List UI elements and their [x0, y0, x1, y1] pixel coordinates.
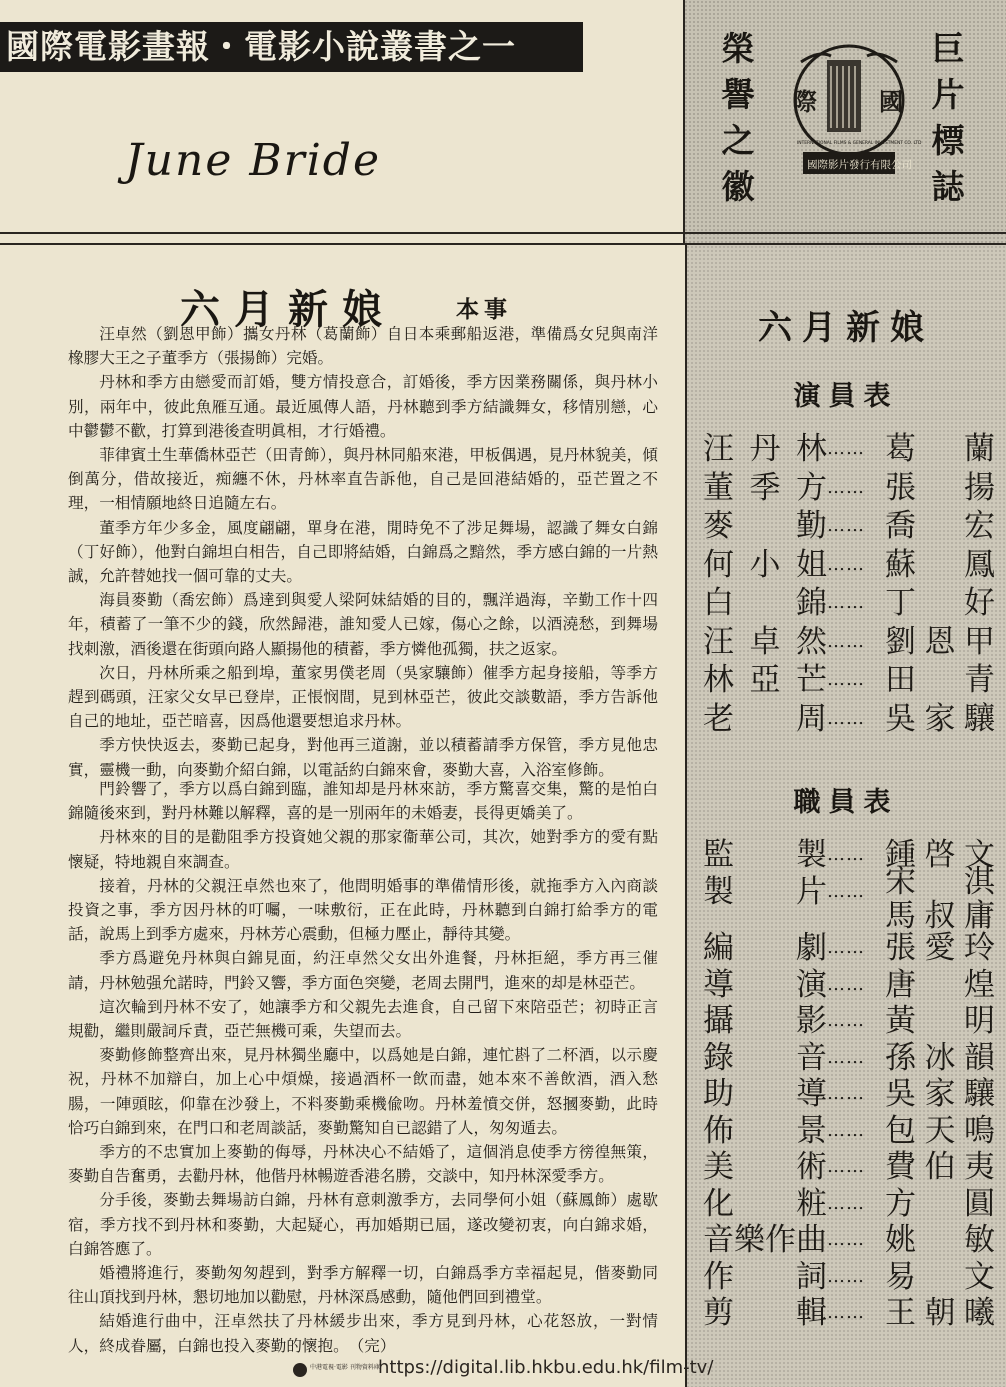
crew-name: 方圓 — [885, 1185, 995, 1222]
cast-row — [703, 507, 993, 545]
crew-role: 監製 — [703, 837, 827, 873]
crew-role: 錄音 — [703, 1039, 827, 1076]
synopsis-paragraph: 菲律賓土生華僑林亞芒（田青飾），與丹林同船來港，甲板偶遇，見丹林貌美，傾倒萬分，借故接近，痴纏不休，丹林率直告訴他，自己是回港結婚的，亞芒置之不理，一相情願地終日追隨左右。 — [68, 446, 658, 513]
crew-role: 音樂作曲 — [703, 1222, 827, 1258]
crew-role: 作詞 — [703, 1258, 827, 1295]
crew-name: 唐煌 — [885, 966, 995, 1003]
cast-role: 老周 — [703, 700, 827, 737]
crew-role: 化粧 — [703, 1185, 827, 1222]
leader-dots: …… — [827, 630, 865, 652]
crew-row — [703, 1075, 993, 1113]
leader-dots: …… — [827, 1156, 865, 1177]
cast-role: 汪丹林 — [703, 431, 827, 467]
cast-role: 何小姐 — [703, 546, 827, 583]
leader-dots: …… — [827, 880, 865, 902]
cast-row — [703, 700, 993, 738]
leader-dots: …… — [827, 438, 865, 459]
divider — [0, 232, 1006, 234]
cast-row — [703, 469, 993, 507]
cast-row — [703, 430, 993, 468]
leader-dots: …… — [827, 1010, 865, 1031]
synopsis-paragraph: 海員麥勤（喬宏飾）爲達到與愛人梁阿妹結婚的目的，飄洋過海，辛勤工作十四年，積蓄了一筆不少的錢，欣然歸港，誰知愛人已嫁，傷心之餘，以酒澆愁，到舞場找刺激，酒後還在街頭向路人顯揚他的積蓄，季方憐他孤獨，扶之返家。 — [68, 591, 658, 658]
crew-row — [703, 1112, 993, 1150]
crew-row — [703, 1294, 993, 1332]
leader-dots: …… — [827, 1046, 865, 1068]
synopsis-paragraph: 這次輪到丹林不安了，她讓季方和父親先去進食，自己留下來陪亞芒；初時正言規勸，繼則嚴詞斥責，亞芒無機可乘，失望而去。 — [68, 997, 658, 1041]
leader-dots: …… — [827, 1229, 865, 1250]
crew-role: 導演 — [703, 966, 827, 1003]
synopsis-part-1 — [68, 322, 658, 782]
crew-name: 吳家驤 — [885, 1076, 995, 1112]
cast-name: 葛蘭 — [885, 431, 995, 467]
leader-dots: …… — [827, 515, 865, 536]
leader-dots: …… — [827, 1119, 865, 1141]
cast-name: 蘇鳳 — [885, 546, 995, 583]
crew-name: 易文 — [885, 1258, 995, 1295]
crew-name: 孫冰韻 — [885, 1039, 995, 1076]
crew-row — [703, 863, 995, 934]
cast-row — [703, 623, 993, 661]
svg-text:中港電視‧電影 刊物資料庫: 中港電視‧電影 刊物資料庫 — [310, 1364, 380, 1371]
synopsis-paragraph: 丹林和季方由戀愛而訂婚，雙方情投意合，訂婚後，季方因業務關係，與丹林小別，兩年中，彼此魚雁互通。最近風傳人語，丹林聽到季方結識舞女，移情別戀，心中鬱鬱不歡，打算到港後查明眞相，才行婚禮。 — [68, 373, 658, 440]
crew-role: 佈景 — [703, 1112, 827, 1149]
synopsis-paragraph: 汪卓然（劉恩甲飾）攜女丹林（葛蘭飾）自日本乘郵船返港，準備爲女兒與南洋橡膠大王之子董季方（張揚飾）完婚。 — [68, 325, 658, 368]
synopsis-part-2 — [68, 777, 658, 1358]
synopsis-paragraph: 季方爲避免丹林與白錦見面，約汪卓然父女出外進餐，丹林拒絕，季方再三催請，丹林勉强允諾時，門鈴又響，季方面色突變，老周去開門，進來的却是林亞芒。 — [68, 949, 658, 992]
leader-dots: …… — [827, 1192, 865, 1214]
cast-role: 董季方 — [703, 469, 827, 506]
cast-name: 喬宏 — [885, 508, 995, 544]
source-url: https://digital.lib.hkbu.edu.hk/film-tv/ — [378, 1357, 714, 1378]
series-banner: 國際電影畫報・電影小說叢書之一 — [0, 22, 583, 72]
crew-row — [703, 929, 993, 967]
crew-role: 剪輯 — [703, 1295, 827, 1331]
synopsis-paragraph: 門鈴響了，季方以爲白錦到臨，誰知却是丹林來訪，季方驚喜交集，驚的是怕白錦隨後來到，對丹林難以解釋，喜的是一別兩年的未婚妻，長得更嬌美了。 — [68, 780, 658, 823]
leader-dots: …… — [827, 1302, 865, 1323]
cast-row — [703, 584, 993, 622]
crew-name: 鍾啓文 — [885, 837, 995, 873]
crew-role: 編劇 — [703, 930, 827, 966]
crew-name: 姚敏 — [885, 1222, 995, 1258]
synopsis-paragraph: 季方快快返去，麥勤已起身，對他再三道謝，並以積蓄請季方保管，季方見他忠實，靈機一動，向麥勤介紹白錦，以電話約白錦來會，麥勤大喜，入浴室修飾。 — [68, 736, 658, 779]
cast-heading: 演員表 — [793, 381, 899, 412]
studio-logo-icon — [787, 40, 922, 190]
leader-dots: …… — [827, 937, 865, 958]
english-title: June Bride — [125, 135, 381, 186]
cast-name: 田青 — [885, 662, 995, 698]
crew-name: 馬叔庸 — [885, 897, 995, 934]
crew-row — [703, 1258, 993, 1296]
crew-row — [703, 966, 993, 1004]
crew-name: 宋淇 — [885, 863, 995, 900]
cast-role: 林亞芒 — [703, 662, 827, 698]
crew-row — [703, 1002, 993, 1040]
crew-role: 助導 — [703, 1076, 827, 1112]
leader-dots: …… — [827, 553, 865, 575]
story-title: 六月新娘 — [180, 287, 396, 333]
cast-name: 丁好 — [885, 585, 995, 621]
crew-name: 張愛玲 — [885, 930, 995, 966]
crew-row — [703, 1221, 993, 1259]
synopsis-paragraph: 接着，丹林的父親汪卓然也來了，他問明婚事的準備情形後，就拖季方入內商談投資之事，季方因丹林的叮囑，一味敷衍，正在此時，丹林聽到白錦打給季方的電話，說馬上到季方處來，丹林芳心震動，但極力壓止，靜待其變。 — [68, 876, 658, 944]
leader-dots: …… — [827, 476, 865, 498]
synopsis-paragraph: 婚禮將進行，麥勤匆匆趕到，對季方解釋一切，白錦爲季方幸福起見，偕麥勤同往山頂找到丹林，懇切地加以勸慰，丹林深爲感動，隨他們回到禮堂。 — [68, 1264, 658, 1307]
logo-caption-cn: 國際影片發行有限公司 — [807, 159, 912, 171]
crew-name: 包天鳴 — [885, 1112, 995, 1149]
leader-dots: …… — [827, 973, 865, 995]
crew-name: 黃明 — [885, 1003, 995, 1039]
synopsis-paragraph: 季方的不忠實加上麥勤的侮辱，丹林决心不結婚了，這個消息使季方徬徨無策，麥勤自告奮勇，去勸丹林，他偕丹林暢遊香港名勝，交談中，知丹林深愛季方。 — [68, 1143, 658, 1186]
crew-row — [703, 1185, 993, 1223]
cast-role: 白錦 — [703, 585, 827, 621]
logo-caption-en: INTERNATIONAL FILMS & GENERAL INVESTMENT CO. LTD — [797, 141, 922, 146]
leader-dots: …… — [827, 669, 865, 690]
divider — [683, 0, 685, 245]
cast-row — [703, 661, 993, 699]
leader-dots: …… — [827, 707, 865, 729]
slogan-left: 榮 譽 之 徽 — [721, 29, 755, 206]
synopsis-paragraph: 董季方年少多金，風度翩翩，單身在港，閒時免不了涉足舞場，認識了舞女白錦（丁好飾），他對白錦坦白相告，自己即將結婚，白錦爲之黯然，季方感白錦的一片熱誠，允許替她找一個可靠的丈夫。 — [68, 518, 658, 586]
leader-dots: …… — [827, 844, 865, 865]
leader-dots: …… — [827, 1265, 865, 1287]
crew-name: 王朝曦 — [885, 1295, 995, 1331]
archive-logo-icon — [292, 1360, 380, 1380]
crew-row — [703, 1148, 993, 1186]
synopsis-paragraph: 次日，丹林所乘之船到埠，董家男僕老周（吳家驤飾）催季方起身接船，等季方趕到碼頭，汪家父女早已登岸，正悵悯間，見到林亞芒，彼此交談數語，季方告訴他自己的地址，亞芒暗喜，因爲他還要想追求丹林。 — [68, 663, 658, 731]
cast-row — [703, 546, 993, 584]
story-tag: 本事 — [456, 297, 512, 323]
leader-dots: …… — [827, 1083, 865, 1104]
logo-char-right: 國 — [879, 88, 903, 116]
synopsis-paragraph: 丹林來的目的是勸阻季方投資她父親的那家衞華公司，其次，她對季方的愛有點懷疑，特地親自來調查。 — [68, 828, 658, 871]
credits-film-title: 六月新娘 — [758, 308, 934, 348]
crew-heading: 職員表 — [793, 787, 899, 818]
synopsis-paragraph: 麥勤修飾整齊出來，見丹林獨坐廳中，以爲她是白錦，連忙斟了二杯酒，以示慶祝，丹林不加辯白，加上心中煩燥，接過酒杯一飲而盡，她本來不善飲酒，酒入愁腸，一陣頭眩，仰靠在沙發上，不料麥勤乘機偸吻。丹林羞憤交併，怒摑麥勤，此時恰巧白錦到來，在門口和老周談話，麥勤驚知自已認錯了人，匆匆遁去。 — [68, 1046, 658, 1137]
slogan-right: 巨 片 標 誌 — [931, 29, 965, 206]
cast-role: 汪卓然 — [703, 623, 827, 660]
crew-name: 費伯夷 — [885, 1149, 995, 1185]
cast-name: 張揚 — [885, 469, 995, 506]
cast-name: 劉恩甲 — [885, 623, 995, 660]
crew-row — [703, 1039, 993, 1077]
crew-role: 攝影 — [703, 1003, 827, 1039]
cast-name: 吳家驤 — [885, 700, 995, 737]
logo-char-left: 際 — [793, 88, 817, 116]
synopsis-paragraph: 分手後，麥勤去舞場訪白錦，丹林有意刺激季方，去同學何小姐（蘇鳳飾）處歇宿，季方找不到丹林和麥勤，大起疑心，再加婚期已屆，遂改變初衷，向白錦求婚，白錦答應了。 — [68, 1191, 658, 1258]
synopsis-paragraph: 結婚進行曲中，汪卓然扶了丹林緩步出來，季方見到丹林，心花怒放，一對情人，終成眷屬，白錦也投入麥勤的懷抱。 （完） — [68, 1312, 658, 1355]
leader-dots: …… — [827, 592, 865, 613]
crew-role: 美術 — [703, 1149, 827, 1185]
cast-role: 麥勤 — [703, 508, 827, 544]
crew-role: 製片 — [703, 873, 827, 910]
